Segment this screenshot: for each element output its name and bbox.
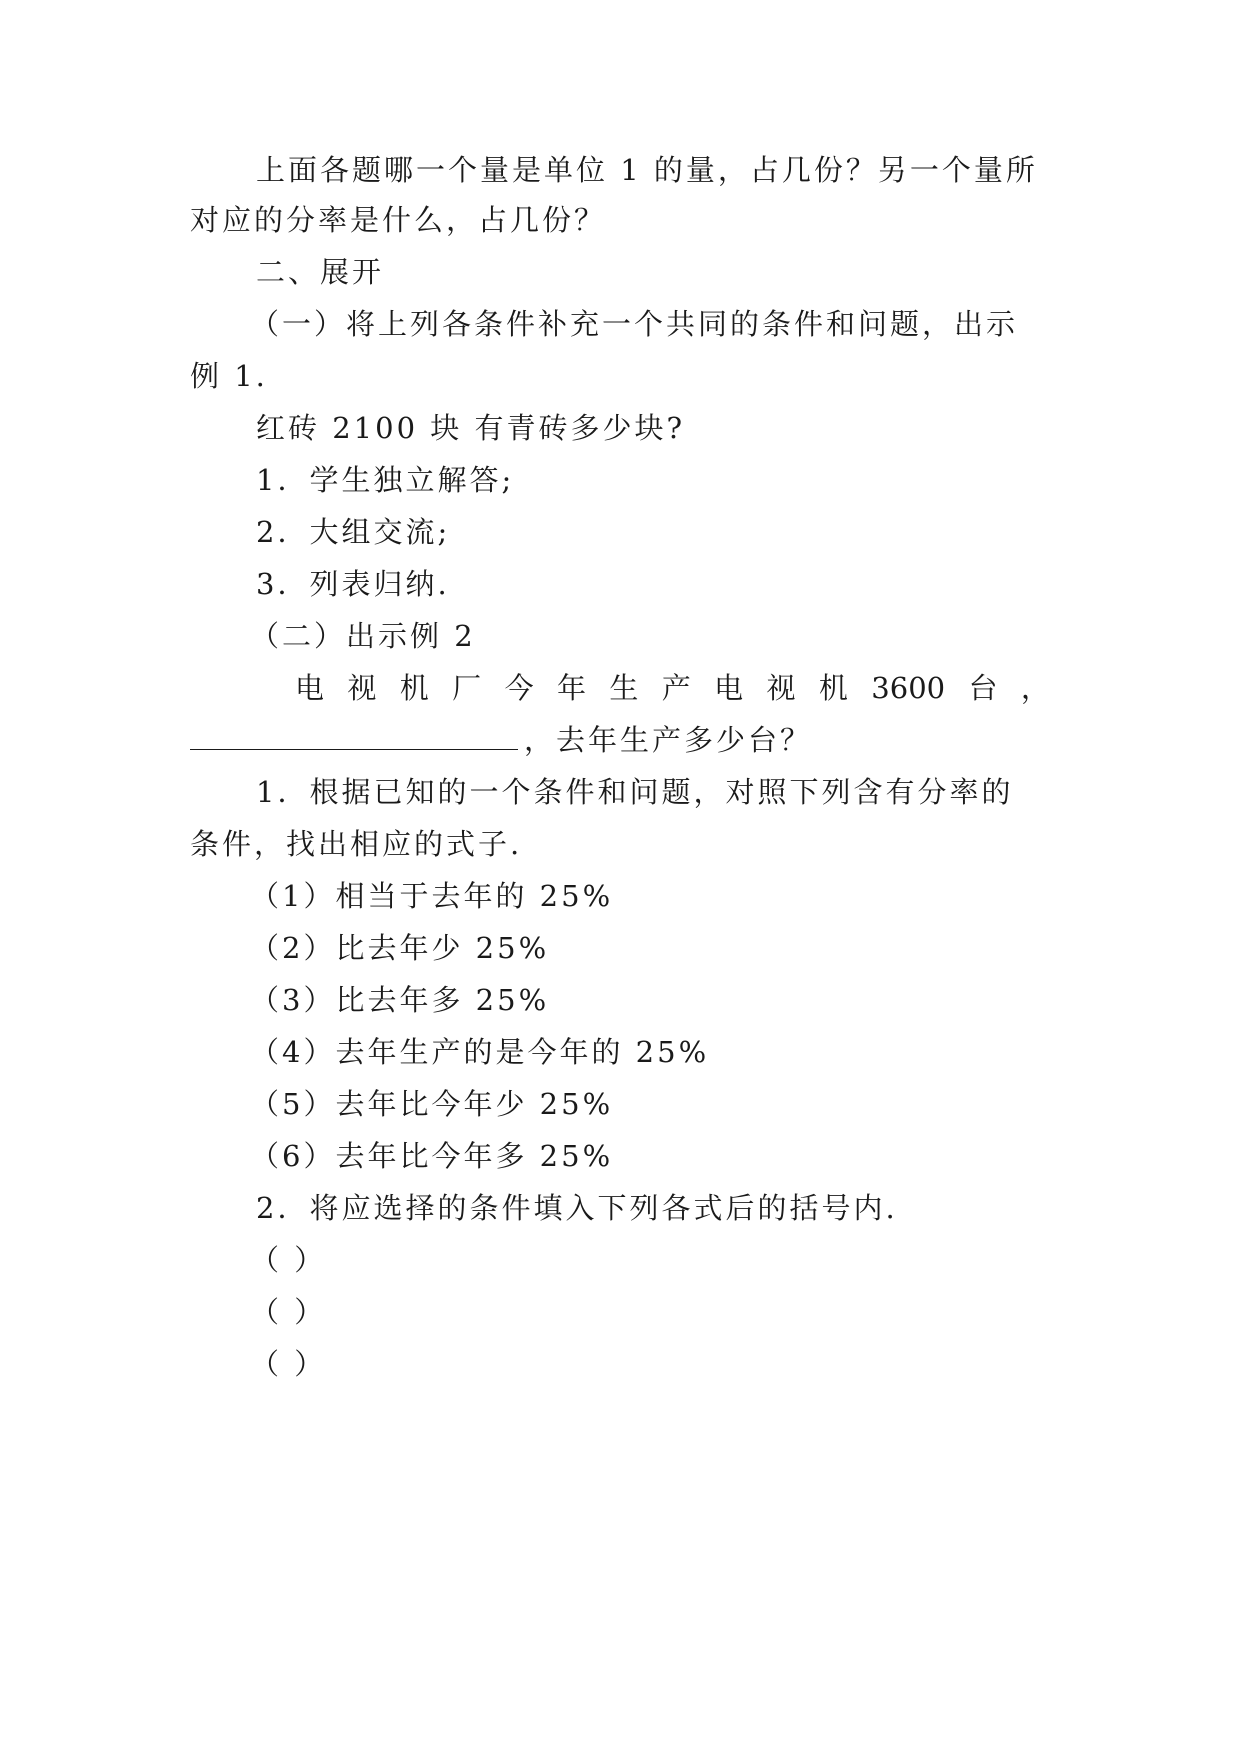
word: 厂 (452, 671, 482, 705)
word: 视 (347, 671, 377, 705)
subsection-heading: （二）出示例 2 (250, 619, 476, 653)
paragraph-line: 上面各题哪一个量是单位 1 的量，占几份？另一个量所 (256, 153, 1038, 187)
word: 产 (661, 671, 691, 705)
example-text: 红砖 2100 块 有青砖多少块? (256, 411, 686, 445)
condition-item: （2）比去年少 25% (250, 931, 550, 965)
step-item: 1．学生独立解答; (256, 463, 515, 497)
step-item: 2．大组交流; (256, 515, 451, 549)
word: 电 (714, 671, 744, 705)
word: 生 (609, 671, 639, 705)
question-line: 1．根据已知的一个条件和问题，对照下列含有分率的 (256, 775, 1014, 809)
section-heading: 二、展开 (256, 255, 385, 289)
condition-item: （5）去年比今年少 25% (250, 1087, 614, 1121)
step-item: 3．列表归纳. (256, 567, 450, 601)
paragraph-line: 例 1. (190, 359, 268, 393)
example2-line2 (190, 720, 1050, 760)
condition-item: （3）比去年多 25% (250, 983, 550, 1017)
example2-line (190, 668, 1050, 708)
example2-question: ，去年生产多少台？ (524, 723, 813, 757)
fill-blank (190, 721, 518, 750)
condition-item: （1）相当于去年的 25% (250, 879, 614, 913)
word: 台 (968, 671, 998, 705)
question-line: 条件，找出相应的式子. (190, 827, 523, 861)
condition-item: （6）去年比今年多 25% (250, 1139, 614, 1173)
paragraph-line: 对应的分率是什么，占几份？ (190, 203, 607, 237)
word: 机 (399, 671, 429, 705)
bracket-blank: （ ） (250, 1295, 327, 1329)
word: ， (1020, 671, 1050, 705)
word: 年 (556, 671, 586, 705)
word: 今 (504, 671, 534, 705)
word: 3600 (871, 671, 946, 705)
condition-item: （4）去年生产的是今年的 25% (250, 1035, 710, 1069)
word: 电 (295, 671, 325, 705)
bracket-blank: （ ） (250, 1347, 327, 1381)
subsection-heading: （一）将上列各条件补充一个共同的条件和问题，出示 (250, 307, 1019, 341)
bracket-blank: （ ） (250, 1243, 327, 1277)
question-line: 2．将应选择的条件填入下列各式后的括号内. (256, 1191, 898, 1225)
word: 机 (818, 671, 848, 705)
word: 视 (766, 671, 796, 705)
